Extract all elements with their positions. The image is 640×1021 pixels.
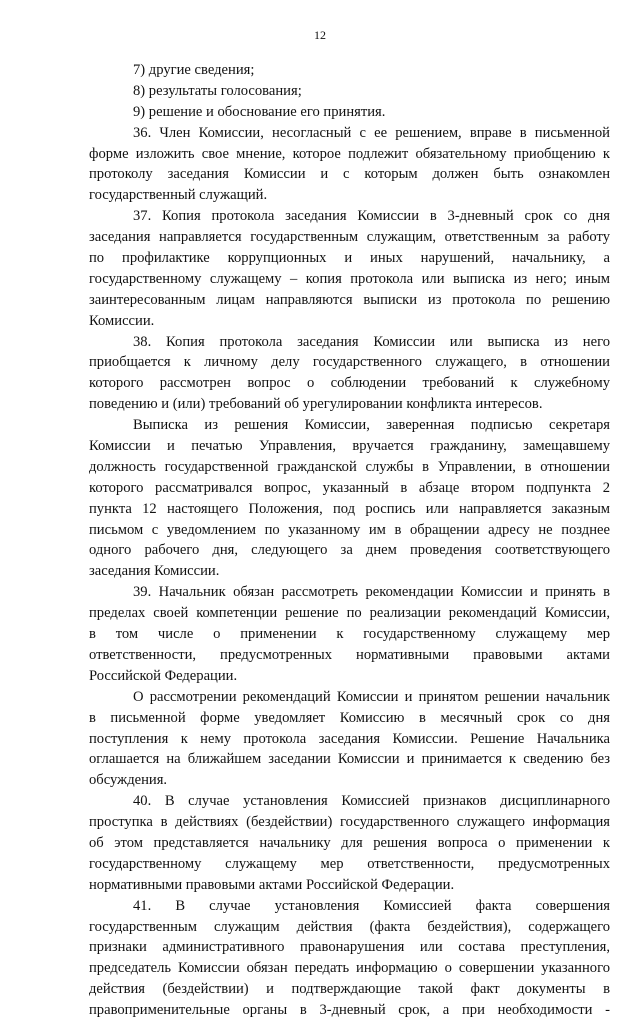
text-line: Комиссии и печатью Управления, вручается гражданину, замещавшему: [89, 438, 610, 455]
text-line: 37. Копия протокола заседания Комиссии в 3-дневный срок со дня: [133, 208, 610, 225]
text-line: Комиссии.: [89, 312, 155, 329]
text-line: 41. В случае установления Комиссией факта совершения: [133, 897, 610, 914]
document-body: [89, 60, 610, 1021]
text-line: 7) другие сведения;: [133, 62, 255, 78]
text-line: пункта 12 настоящего Положения, под роспись или направляется заказным: [89, 500, 610, 517]
text-line: 39. Начальник обязан рассмотреть рекомендации Комиссии и принять в: [133, 584, 610, 601]
page-number: 12: [314, 28, 326, 42]
text-line: письмом с уведомлением по указанному им в обращении адресу не позднее: [89, 521, 610, 538]
text-line: поступления к нему протокола заседания Комиссии. Решение Начальника: [89, 730, 610, 747]
text-line: в том числе о применении к государственному служащему мер: [89, 626, 610, 643]
text-line: заинтересованным лицам направляются выписки из протокола по решению: [89, 291, 610, 308]
text-line: правоприменительные органы в 3-дневный срок, а при необходимости -: [89, 1002, 610, 1019]
text-line: заседания направляется государственным служащим, ответственным за работу: [89, 229, 610, 246]
text-line: Выписка из решения Комиссии, заверенная подписью секретаря: [133, 417, 610, 434]
text-line: заседания Комиссии.: [89, 563, 220, 580]
text-line: государственному служащему мер ответственности, предусмотренных: [89, 855, 610, 872]
text-line: действия (бездействии) и подтверждающие такой факт документы в: [89, 981, 610, 998]
text-line: нормативными правовыми актами Российской Федерации.: [89, 876, 455, 893]
text-line: 40. В случае установления Комиссией признаков дисциплинарного: [133, 793, 610, 810]
text-line: должность государственной гражданской службы в Управлении, в отношении: [89, 458, 610, 475]
text-line: приобщается к личному делу государственного служащего, в отношении: [89, 354, 610, 371]
text-line: одного рабочего дня, следующего за днем проведения соответствующего: [89, 542, 610, 559]
text-line: которого рассмотрен вопрос о соблюдении требований к служебному: [89, 375, 610, 392]
text-line: пределах своей компетенции решение по реализации рекомендаций Комиссии,: [89, 605, 610, 622]
text-line: об этом представляется начальнику для решения вопроса о применении к: [89, 834, 610, 851]
text-line: 38. Копия протокола заседания Комиссии или выписка из него: [133, 333, 610, 350]
text-line: которого рассматривался вопрос, указанный в абзаце втором подпункта 2: [89, 479, 610, 496]
text-line: 9) решение и обоснование его принятия.: [133, 103, 386, 120]
text-line: ответственности, предусмотренных нормативными правовыми актами: [89, 646, 610, 663]
text-line: обсуждения.: [89, 772, 168, 789]
text-line: председатель Комиссии обязан передать информацию о совершении указанного: [89, 960, 610, 977]
text-line: государственному служащему – копия протокола или выписка из него; иным: [89, 270, 610, 287]
text-line: протоколу заседания Комиссии и с которым должен быть ознакомлен: [89, 166, 610, 183]
text-line: государственный служащий.: [89, 187, 268, 204]
text-line: государственным служащим действия (факта бездействия), содержащего: [89, 918, 610, 935]
text-line: признаки административного правонарушения или состава преступления,: [89, 939, 610, 956]
text-line: в письменной форме уведомляет Комиссию в месячный срок со дня: [89, 709, 610, 726]
text-line: 36. Член Комиссии, несогласный с ее решением, вправе в письменной: [133, 124, 610, 141]
text-line: поведению и (или) требований об урегулировании конфликта интересов.: [89, 396, 543, 413]
text-line: оглашается на ближайшем заседании Комиссии и принимается к сведению без: [89, 751, 610, 768]
text-line: проступка в действиях (бездействии) государственного служащего информация: [89, 814, 610, 831]
text-line: по профилактике коррупционных и иных нарушений, начальнику, а: [89, 250, 610, 267]
text-line: Российской Федерации.: [89, 667, 238, 684]
text-line: форме изложить свое мнение, которое подлежит обязательному приобщению к: [89, 145, 610, 162]
text-line: О рассмотрении рекомендаций Комиссии и принятом решении начальник: [133, 688, 610, 705]
text-line: 8) результаты голосования;: [133, 82, 302, 99]
